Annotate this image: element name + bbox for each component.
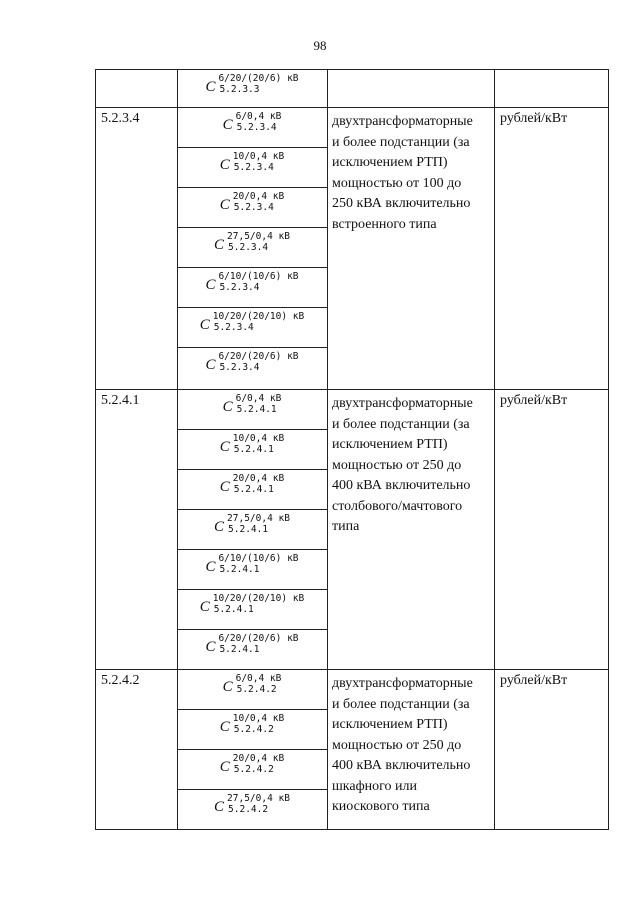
formula-superscript: 27,5/0,4 кВ: [227, 513, 290, 524]
formula-superscript: 10/20/(20/10) кВ: [212, 311, 305, 322]
tariff-formula: [200, 311, 305, 341]
formula-cell: [177, 389, 327, 429]
formula-subscript: 5.2.3.4: [233, 202, 274, 213]
description-line: киоскового типа: [332, 799, 430, 814]
formula-superscript: 27,5/0,4 кВ: [227, 793, 290, 804]
formula-subscript: 5.2.4.2: [233, 724, 274, 735]
formula-superscript: 6/20/(20/6) кВ: [218, 633, 299, 644]
formula-superscript: 6/0,4 кВ: [235, 673, 282, 684]
formula-cell: [177, 347, 327, 387]
formula-symbol: C: [219, 157, 230, 173]
formula-subscript: 5.2.3.4: [233, 162, 274, 173]
description-line: типа: [332, 519, 360, 534]
formula-symbol: C: [219, 479, 230, 495]
description-line: исключением РТП): [332, 155, 448, 170]
tariff-formula: [200, 593, 305, 623]
formula-superscript: 27,5/0,4 кВ: [227, 231, 290, 242]
formula-subscript: 5.2.4.1: [233, 484, 274, 495]
formula-subscript: 5.2.4.1: [219, 564, 260, 575]
formula-superscript: 6/20/(20/6) кВ: [218, 351, 299, 362]
tariff-formula: [223, 111, 282, 141]
tariff-formula: [220, 433, 284, 463]
description-line: и более подстанции (за: [332, 134, 470, 150]
formula-cell: [177, 267, 327, 307]
description-line: 250 кВА включительно: [332, 196, 471, 211]
formula-cell: [177, 709, 327, 749]
formula-cell: [177, 549, 327, 589]
formula-superscript: 6/0,4 кВ: [235, 393, 282, 404]
formula-superscript: 6/0,4 кВ: [235, 111, 282, 122]
formula-symbol: C: [222, 117, 233, 133]
section-separator: [95, 107, 609, 108]
formula-cell: [177, 69, 327, 107]
formula-subscript: 5.2.3.4: [236, 122, 277, 133]
formula-symbol: C: [205, 357, 216, 373]
formula-cell: [177, 429, 327, 469]
formula-superscript: 20/0,4 кВ: [232, 191, 285, 202]
description-line: 400 кВА включительно: [332, 478, 471, 493]
formula-subscript: 5.2.3.4: [219, 362, 260, 373]
section-unit: рублей/кВт: [500, 673, 568, 688]
formula-symbol: C: [219, 197, 230, 213]
formula-subscript: 5.2.4.2: [228, 804, 269, 815]
formula-cell: [177, 509, 327, 549]
formula-symbol: C: [214, 237, 225, 253]
description-line: двухтрансформаторные: [332, 396, 473, 411]
formula-symbol: C: [219, 439, 230, 455]
description-line: и более подстанции (за: [332, 696, 470, 712]
tariff-formula: [220, 191, 284, 221]
section-separator: [95, 389, 609, 390]
tariff-formula: C 6/20/(20/6) кВ 5.2.3.3: [205, 73, 299, 95]
tariff-formula: [223, 673, 282, 703]
tariff-table: [95, 69, 609, 830]
formula-subscript: 5.2.3.4: [228, 242, 269, 253]
formula-cell: [177, 789, 327, 829]
section-unit: рублей/кВт: [500, 393, 568, 408]
formula-cell: [177, 589, 327, 629]
formula-superscript: 20/0,4 кВ: [232, 473, 285, 484]
tariff-formula: [205, 271, 298, 301]
formula-subscript: 5.2.3.4: [219, 282, 260, 293]
description-line: мощностью от 100 до: [332, 175, 462, 191]
formula-symbol: C: [219, 719, 230, 735]
formula-symbol: C: [199, 317, 210, 333]
formula-subscript: 5.2.4.2: [233, 764, 274, 775]
formula-subscript: 5.2.4.1: [233, 444, 274, 455]
tariff-formula: [220, 151, 284, 181]
formula-symbol: C: [214, 799, 225, 815]
formula-superscript: 10/0,4 кВ: [232, 433, 285, 444]
page-number: 98: [313, 38, 327, 53]
formula-superscript: 10/0,4 кВ: [232, 713, 285, 724]
section-code: 5.2.3.4: [101, 111, 140, 126]
description-line: исключением РТП): [332, 437, 448, 452]
description-line: мощностью от 250 до: [332, 457, 462, 473]
table-border-top: [95, 69, 609, 70]
formula-cell: [177, 107, 327, 147]
formula-symbol: C: [205, 639, 216, 655]
formula-cell: [177, 629, 327, 669]
tariff-formula: [214, 231, 290, 261]
formula-cell: [177, 669, 327, 709]
table-border-left: [95, 69, 96, 830]
formula-symbol: C: [205, 559, 216, 575]
formula-subscript: 5.2.4.1: [213, 604, 254, 615]
section-unit: рублей/кВт: [500, 111, 568, 126]
formula-cell: [177, 187, 327, 227]
section-code: 5.2.4.2: [101, 673, 140, 688]
tariff-formula: [214, 793, 290, 823]
formula-superscript: 20/0,4 кВ: [232, 753, 285, 764]
formula-superscript: 10/0,4 кВ: [232, 151, 285, 162]
formula-superscript: 6/10/(10/6) кВ: [218, 271, 299, 282]
section-separator: [95, 669, 609, 670]
description-line: исключением РТП): [332, 717, 448, 732]
description-line: и более подстанции (за: [332, 416, 470, 432]
formula-subscript: 5.2.4.1: [219, 644, 260, 655]
description-line: шкафного или: [332, 778, 418, 794]
description-line: 400 кВА включительно: [332, 758, 471, 773]
description-line: встроенного типа: [332, 216, 437, 232]
tariff-formula: [223, 393, 282, 423]
formula-symbol: C: [214, 519, 225, 535]
section-code: 5.2.4.1: [101, 393, 140, 408]
section-description: [332, 112, 492, 235]
tariff-formula: [214, 513, 290, 543]
formula-subscript: 5.2.4.1: [228, 524, 269, 535]
tariff-formula: [220, 753, 284, 783]
formula-symbol: C: [222, 399, 233, 415]
description-line: столбового/мачтового: [332, 498, 463, 514]
description-line: мощностью от 250 до: [332, 737, 462, 753]
tariff-formula: [205, 633, 298, 663]
tariff-formula: [220, 473, 284, 503]
tariff-formula: [220, 713, 284, 743]
tariff-formula: [205, 351, 298, 381]
formula-cell: [177, 147, 327, 187]
formula-symbol: C: [205, 277, 216, 293]
formula-subscript: 5.2.4.1: [236, 404, 277, 415]
table-border-bottom: [95, 829, 609, 830]
formula-superscript: 6/10/(10/6) кВ: [218, 553, 299, 564]
column-divider: [327, 69, 328, 830]
section-description: [332, 394, 492, 538]
description-line: двухтрансформаторные: [332, 676, 473, 691]
description-line: двухтрансформаторные: [332, 114, 473, 129]
formula-cell: [177, 749, 327, 789]
formula-symbol: C: [199, 599, 210, 615]
table-border-right: [608, 69, 609, 830]
formula-subscript: 5.2.3.4: [213, 322, 254, 333]
formula-subscript: 5.2.4.2: [236, 684, 277, 695]
formula-cell: [177, 227, 327, 267]
formula-symbol: C: [222, 679, 233, 695]
section-description: [332, 674, 492, 818]
formula-superscript: 10/20/(20/10) кВ: [212, 593, 305, 604]
column-divider: [494, 69, 495, 830]
formula-symbol: C: [219, 759, 230, 775]
formula-cell: [177, 307, 327, 347]
tariff-formula: [205, 553, 298, 583]
formula-cell: [177, 469, 327, 509]
